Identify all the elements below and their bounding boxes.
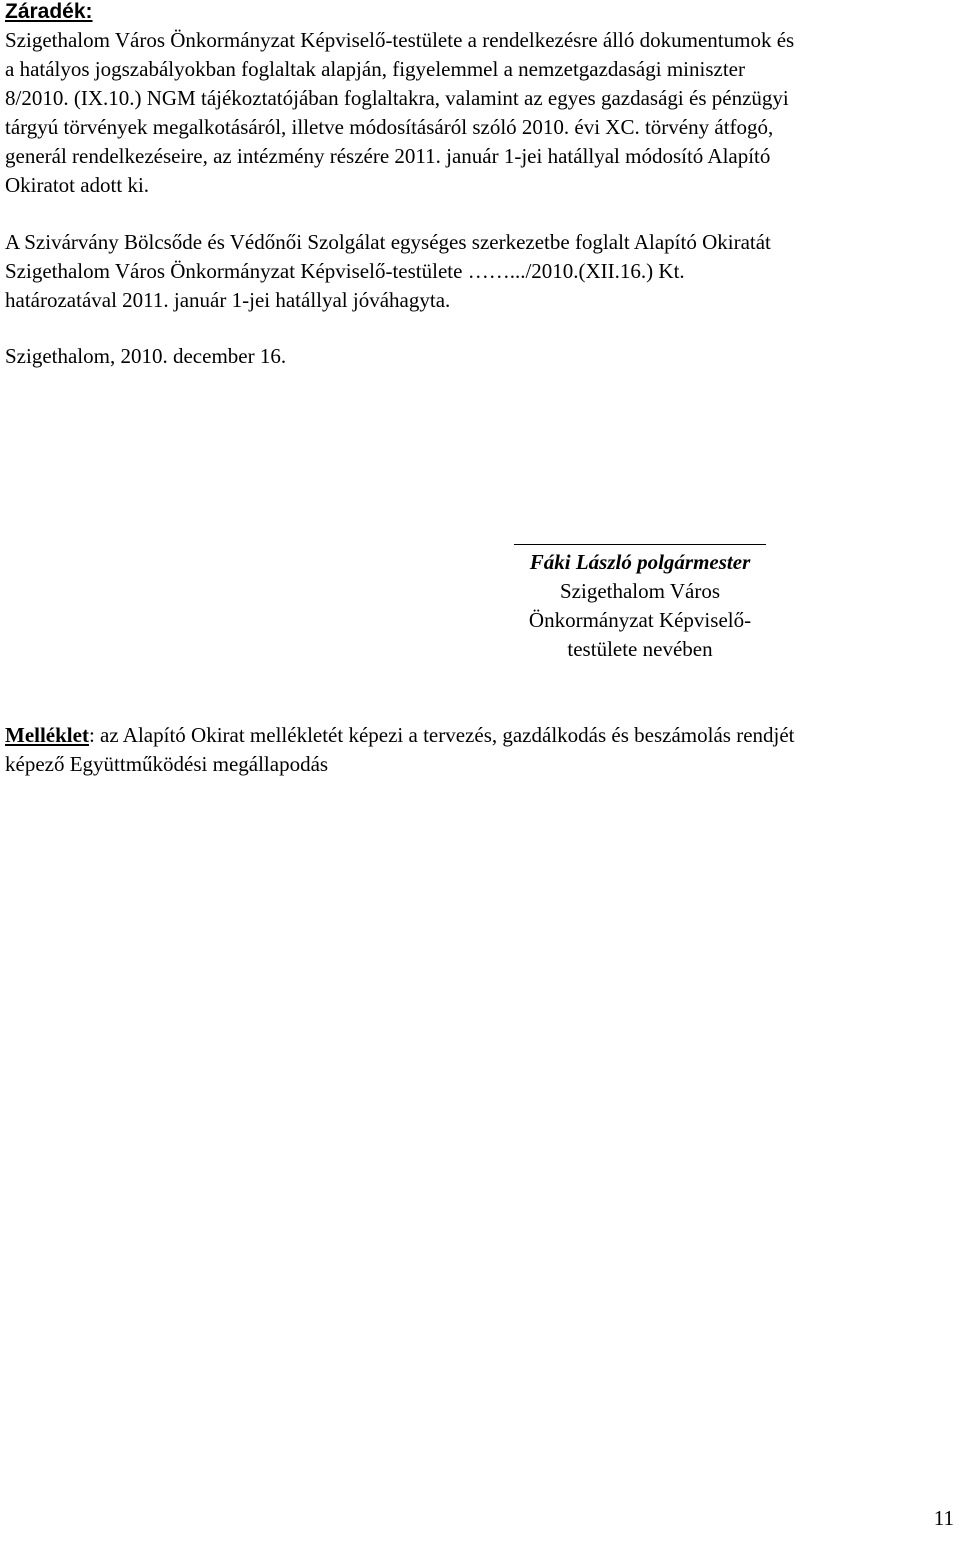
signatory-title-line: Önkormányzat Képviselő-	[528, 608, 752, 632]
signatory-title-line: testülete nevében	[567, 637, 713, 661]
annex-text: : az Alapító Okirat mellékletét képezi a tervezés, gazdálkodás és beszámolás rendjét	[88, 723, 795, 747]
paragraph-line: határozatával 2011. január 1-jei hatállyal jóváhagyta.	[5, 288, 451, 312]
paragraph-line: Okiratot adott ki.	[5, 173, 150, 197]
paragraph-line: 8/2010. (IX.10.) NGM tájékoztatójában foglaltakra, valamint az egyes gazdasági és pénzügyi	[5, 86, 789, 110]
paragraph-line: a hatályos jogszabályokban foglaltak alapján, figyelemmel a nemzetgazdasági miniszter	[5, 57, 745, 81]
paragraph-line: generál rendelkezéseire, az intézmény részére 2011. január 1-jei hatállyal módosító Alapító	[5, 144, 771, 168]
word: Képviselő-testülete	[300, 259, 463, 283]
word: Város	[114, 259, 166, 283]
annex-note	[5, 721, 955, 779]
word: Önkormányzat	[170, 259, 296, 283]
resolution-number: …….../2010.(XII.16.)	[467, 259, 654, 283]
paragraph-line	[5, 26, 955, 55]
annex-label: Melléklet	[5, 723, 89, 747]
signature-block	[490, 520, 790, 664]
annex-text: képező Együttműködési megállapodás	[5, 752, 329, 776]
signatory-title	[490, 577, 790, 664]
paragraph-line: A Szivárvány Bölcsőde és Védőnői Szolgálat egységes szerkezetbe foglalt Alapító Okiratát	[5, 230, 771, 254]
line-text: Szigethalom Város Önkormányzat Képviselő-testülete a rendelkezésre álló dokumentumok és	[5, 28, 795, 52]
approval-paragraph	[5, 228, 955, 315]
signature-line	[514, 544, 766, 545]
paragraph-line-justified	[5, 257, 955, 286]
paragraph-line: tárgyú törvények megalkotásáról, illetve módosításáról szóló 2010. évi XC. törvény átfogó,	[5, 115, 774, 139]
page-number: 11	[933, 1506, 954, 1530]
clause-paragraph	[5, 26, 955, 200]
clause-heading: Záradék:	[5, 0, 93, 23]
word: Kt.	[658, 259, 685, 283]
signatory-name: Fáki László polgármester	[529, 550, 751, 574]
signatory-title-line: Szigethalom Város	[559, 579, 720, 603]
word: Szigethalom	[5, 259, 110, 283]
place-and-date: Szigethalom, 2010. december 16.	[5, 344, 287, 368]
